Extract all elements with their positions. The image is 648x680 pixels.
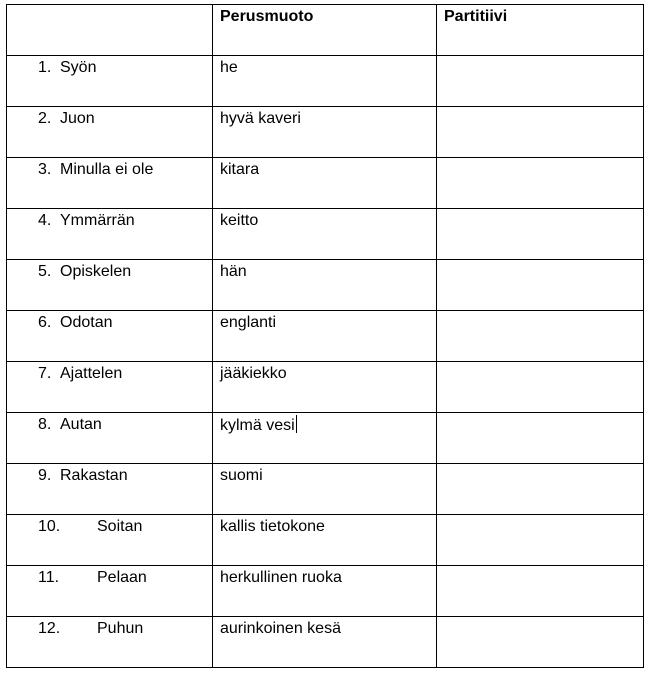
verb-cell[interactable] [7,617,213,668]
verb-cell-content [7,566,212,588]
base-form-text: kylmä vesi [220,417,295,434]
base-form-text: hyvä kaveri [220,110,301,127]
header-cell-partitiivi[interactable] [437,5,644,56]
verb-cell[interactable] [7,158,213,209]
verb-cell[interactable] [7,413,213,464]
verb-text: Pelaan [97,569,147,586]
table-row [7,158,644,209]
table-row [7,464,644,515]
base-form-content [213,566,436,588]
table-row [7,209,644,260]
verb-text: Minulla ei ole [60,161,154,178]
base-form-cell[interactable] [213,515,437,566]
base-form-text: he [220,59,238,76]
base-form-content [213,413,436,436]
base-form-text: englanti [220,314,277,331]
partitive-cell[interactable] [437,209,644,260]
verb-cell[interactable] [7,515,213,566]
base-form-text: keitto [220,212,259,229]
partitive-cell[interactable] [437,311,644,362]
table-row [7,515,644,566]
verb-cell-content [7,107,212,129]
verb-cell-content [7,464,212,486]
base-form-content [213,158,436,180]
table-row [7,617,644,668]
row-number: 11. [38,569,60,586]
base-form-content [213,515,436,537]
row-number: 2. [38,110,52,127]
verb-text: Ajattelen [60,365,123,382]
verb-cell[interactable] [7,311,213,362]
base-form-text: jääkiekko [220,365,287,382]
base-form-content [213,617,436,639]
partitive-text [437,413,643,415]
partitive-cell[interactable] [437,260,644,311]
base-form-cell[interactable] [213,209,437,260]
row-number: 4. [38,212,52,229]
verb-text: Ymmärrän [60,212,135,229]
verb-cell[interactable] [7,209,213,260]
verb-text: Puhun [97,620,144,637]
verb-text: Opiskelen [60,263,132,280]
table-row [7,362,644,413]
base-form-content [213,464,436,486]
verb-cell[interactable] [7,260,213,311]
verb-cell-content [7,158,212,180]
partitive-text [437,617,643,619]
partitive-text [437,515,643,517]
base-form-cell[interactable] [213,107,437,158]
partitive-cell[interactable] [437,107,644,158]
verb-text: Juon [60,110,95,127]
base-form-content [213,107,436,129]
row-number: 7. [38,365,52,382]
partitive-cell[interactable] [437,464,644,515]
partitive-cell[interactable] [437,617,644,668]
base-form-cell[interactable] [213,362,437,413]
partitive-cell[interactable] [437,158,644,209]
base-form-text: kallis tietokone [220,518,325,535]
base-form-cell[interactable] [213,158,437,209]
base-form-cell[interactable] [213,566,437,617]
base-form-content [213,56,436,78]
header-col3: Partitiivi [444,8,508,25]
verb-cell[interactable] [7,362,213,413]
partitive-text [437,209,643,211]
verb-cell-content [7,311,212,333]
base-form-cell[interactable] [213,464,437,515]
verb-cell[interactable] [7,464,213,515]
row-number: 5. [38,263,52,280]
base-form-text: herkullinen ruoka [220,569,342,586]
base-form-cell[interactable] [213,56,437,107]
partitive-text [437,158,643,160]
partitive-text [437,56,643,58]
partitive-cell[interactable] [437,515,644,566]
base-form-content [213,311,436,333]
verb-text: Rakastan [60,467,128,484]
verb-cell-content [7,209,212,231]
base-form-content [213,260,436,282]
verb-cell-content [7,56,212,78]
partitive-text [437,260,643,262]
table-body [7,56,644,668]
base-form-content [213,362,436,384]
header-row [7,5,644,56]
verb-cell-content [7,515,212,537]
base-form-text: aurinkoinen kesä [220,620,341,637]
exercise-table [6,4,644,668]
verb-cell-content [7,362,212,384]
partitive-cell[interactable] [437,362,644,413]
partitive-text [437,464,643,466]
base-form-text: kitara [220,161,260,178]
text-cursor [296,415,297,433]
row-number: 9. [38,467,52,484]
base-form-text: suomi [220,467,263,484]
verb-text: Autan [60,416,102,433]
header-cell-empty[interactable] [7,5,213,56]
base-form-content [213,209,436,231]
base-form-cell[interactable] [213,617,437,668]
header-cell-perusmuoto[interactable] [213,5,437,56]
partitive-text [437,107,643,109]
header-col2: Perusmuoto [220,8,314,25]
partitive-cell[interactable] [437,56,644,107]
partitive-text [437,566,643,568]
base-form-cell[interactable] [213,311,437,362]
verb-cell[interactable] [7,566,213,617]
table-row [7,413,644,464]
verb-cell-content [7,617,212,639]
verb-text: Odotan [60,314,113,331]
header-col1 [7,5,212,7]
table-row [7,311,644,362]
table-row [7,107,644,158]
table-row [7,56,644,107]
verb-cell[interactable] [7,107,213,158]
base-form-text: hän [220,263,247,280]
verb-cell-content [7,260,212,282]
partitive-text [437,362,643,364]
base-form-cell[interactable] [213,413,437,464]
row-number: 1. [38,59,52,76]
base-form-cell[interactable] [213,260,437,311]
verb-text: Syön [60,59,97,76]
row-number: 12. [38,620,61,637]
partitive-text [437,311,643,313]
verb-cell[interactable] [7,56,213,107]
partitive-cell[interactable] [437,566,644,617]
row-number: 3. [38,161,52,178]
row-number: 10. [38,518,61,535]
row-number: 6. [38,314,52,331]
verb-text: Soitan [97,518,143,535]
table-row [7,566,644,617]
table-row [7,260,644,311]
row-number: 8. [38,416,52,433]
verb-cell-content [7,413,212,435]
partitive-cell[interactable] [437,413,644,464]
